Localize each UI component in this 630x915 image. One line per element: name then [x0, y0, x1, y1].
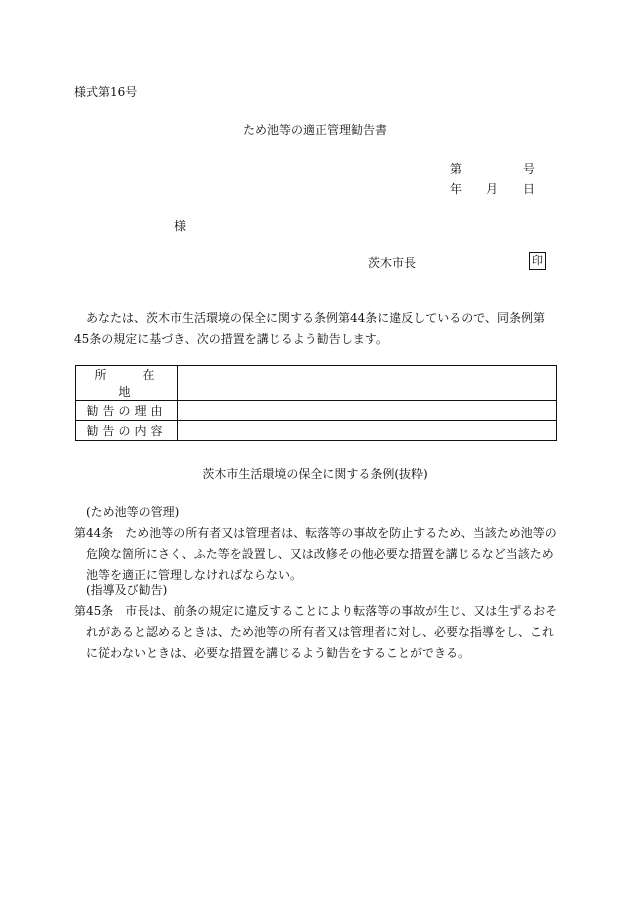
- document-title: ため池等の適正管理勧告書: [242, 123, 387, 137]
- ordinance-section-44: [74, 502, 560, 586]
- section-text: 第44条 ため池等の所有者又は管理者は、転落等の事故を防止するため、当該ため池等の危険な箇所にさく、ふた等を設置し、又は改修その他必要な措置を講じるなど当該ため池等を適正に管理しなければならない。: [74, 526, 557, 582]
- ordinance-title: 茨木市生活環境の保全に関する条例(抜粋): [202, 467, 428, 481]
- ordinance-section-45: [74, 580, 560, 664]
- table-row: [76, 401, 557, 421]
- section-heading: (ため池等の管理): [86, 505, 180, 519]
- addressee-honorific: 様: [174, 219, 187, 233]
- table-value-location: [178, 366, 557, 401]
- table-label-content: 勧告の内容: [76, 421, 178, 441]
- form-number: 様式第16号: [74, 85, 138, 99]
- body-paragraph: [74, 308, 556, 350]
- recommendation-table: [75, 365, 557, 441]
- document-number-suffix: 号: [523, 162, 536, 176]
- table-label-reason: 勧告の理由: [76, 401, 178, 421]
- table-row: [76, 366, 557, 401]
- date-year-label: 年: [450, 182, 463, 196]
- date-month-label: 月: [486, 182, 499, 196]
- document-number-prefix: 第: [450, 162, 463, 176]
- table-value-reason: [178, 401, 557, 421]
- section-text: 第45条 市長は、前条の規定に違反することにより転落等の事故が生じ、又は生ずるおそれがあると認めるときは、ため池等の所有者又は管理者に対し、必要な指導をし、これに従わないときは、必要な措置を講じるよう勧告をすることができる。: [74, 604, 558, 660]
- issuer-name: 茨木市長: [368, 256, 417, 270]
- section-heading: (指導及び勧告): [86, 583, 168, 597]
- table-label-location: 所 在 地: [76, 366, 178, 401]
- body-text: あなたは、茨木市生活環境の保全に関する条例第44条に違反しているので、同条例第45条の規定に基づき、次の措置を講じるよう勧告します。: [74, 311, 546, 346]
- date-day-label: 日: [523, 182, 536, 196]
- table-row: [76, 421, 557, 441]
- seal-stamp-box: 印: [529, 252, 546, 270]
- table-value-content: [178, 421, 557, 441]
